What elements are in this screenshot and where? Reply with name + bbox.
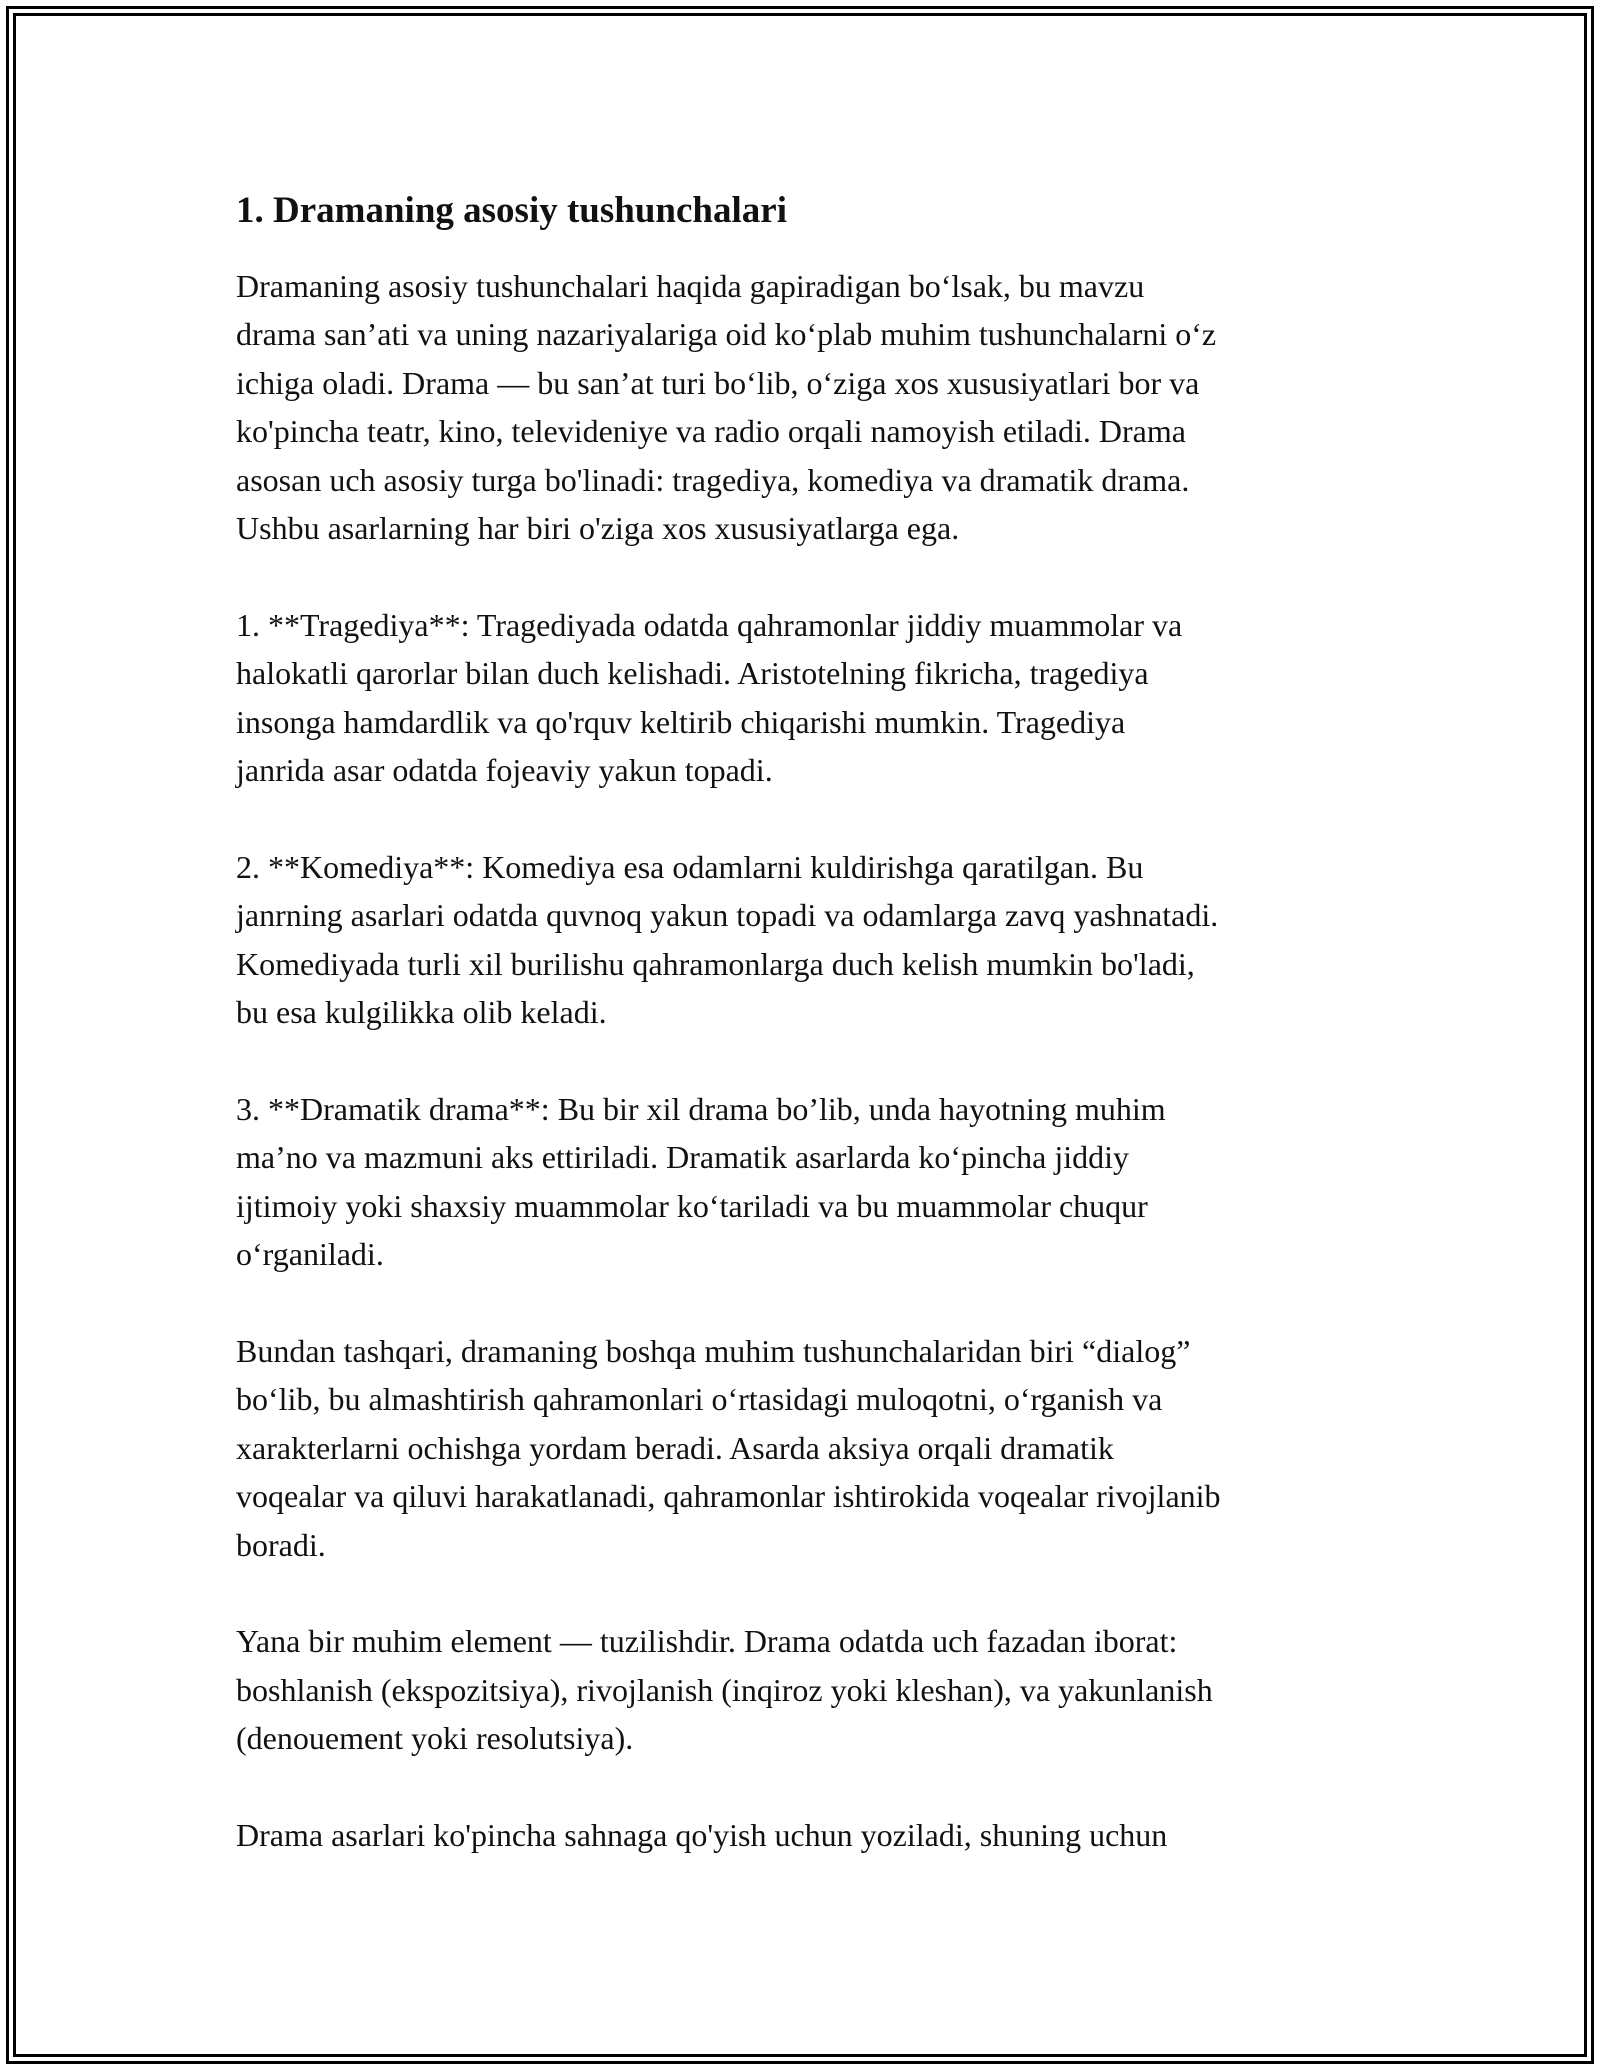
paragraph-sahna: Drama asarlari ko'pincha sahnaga qo'yish uchun yoziladi, shuning uchun <box>236 1816 1168 1853</box>
paragraph-tuzilish: Yana bir muhim element — tuzilishdir. Drama odatda uch fazadan iborat: boshlanish (ekspozitsiya), rivojlanish (inqiroz yoki kleshan), va yakunlanish (denouement yoki resolutsiya). <box>236 1623 1213 1757</box>
document-body <box>236 186 1366 1859</box>
paragraph-intro: Dramaning asosiy tushunchalari haqida gapiradigan bo‘lsak, bu mavzu drama san’ati va uning nazariyalariga oid ko‘plab muhim tushunchalarni o‘z ichiga oladi. Drama — bu san’at turi bo‘lib, o‘ziga xos xususiyatlari bor va ko'pincha teatr, kino, televideniye va radio orqali namoyish etiladi. Drama asosan uch asosiy turga bo'linadi: tragediya, komediya va dramatik drama. Ushbu asarlarning har biri o'ziga xos xususiyatlarga ega. <box>236 268 1217 547</box>
document-title: 1. Dramaning asosiy tushunchalari <box>236 190 787 231</box>
paragraph-dialog: Bundan tashqari, dramaning boshqa muhim tushunchalaridan biri “dialog” bo‘lib, bu almashtirish qahramonlari o‘rtasidagi muloqotni, o‘rganish va xarakterlarni ochishga yordam beradi. Asarda aksiya orqali dramatik voqealar va qiluvi harakatlanadi, qahramonlar ishtirokida voqealar rivojlanib boradi. <box>236 1332 1221 1563</box>
paragraph-dramatik-drama: 3. **Dramatik drama**: Bu bir xil drama bo’lib, unda hayotning muhim ma’no va mazmuni aks ettiriladi. Dramatik asarlarda ko‘pincha jiddiy ijtimoiy yoki shaxsiy muammolar ko‘tariladi va bu muammolar chuqur o‘rganiladi. <box>236 1090 1166 1273</box>
paragraph-tragediya: 1. **Tragediya**: Tragediyada odatda qahramonlar jiddiy muammolar va halokatli qarorlar bilan duch kelishadi. Aristotelning fikricha, tragediya insonga hamdardlik va qo'rquv keltirib chiqarishi mumkin. Tragediya janrida asar odatda fojeaviy yakun topadi. <box>236 606 1183 789</box>
paragraph-komediya: 2. **Komediya**: Komediya esa odamlarni kuldirishga qaratilgan. Bu janrning asarlari odatda quvnoq yakun topadi va odamlarga zavq yashnatadi. Komediyada turli xil burilishu qahramonlarga duch kelish mumkin bo'ladi, bu esa kulgilikka olib keladi. <box>236 848 1219 1031</box>
